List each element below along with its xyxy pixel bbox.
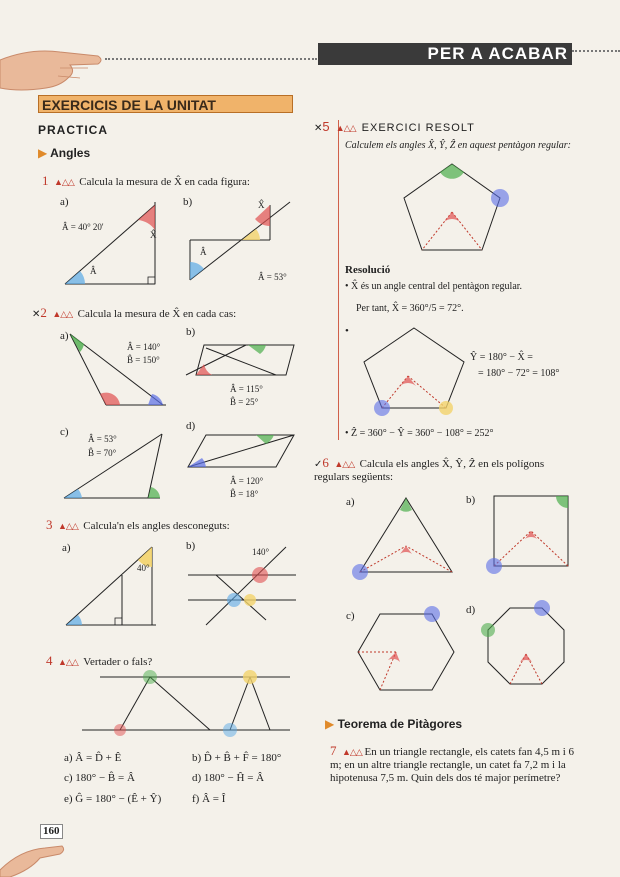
level-triangles-icon: ▲△△	[342, 747, 362, 757]
ex2-figure-c	[62, 432, 172, 502]
ex4-item-c: c) 180° − B̂ = Â	[64, 772, 135, 784]
ex6-statement: ✓6 ▲△△ Calcula els angles X̂, Ŷ, Ẑ en els polígons regulars següents:	[314, 455, 545, 483]
ex2-figure-b	[186, 340, 296, 380]
ex1-a-label: a)	[60, 196, 69, 208]
level-triangles-icon: ▲△△	[335, 123, 356, 133]
ex2-d-value-1: Â = 120°	[230, 476, 264, 486]
ex5-pentagon-figure	[402, 162, 506, 252]
ex2-b-value-1: Â = 115°	[230, 384, 263, 394]
ex6-figure-d-octagon	[484, 604, 568, 690]
ex1-a-x-label: X̂	[150, 230, 157, 240]
ex5-resolucio: Resolució	[345, 264, 391, 276]
ex2-figure-d	[186, 432, 298, 470]
ex3-figure-b	[186, 545, 298, 630]
ex6-c-label: c)	[346, 610, 355, 622]
ex3-b-angle: 140°	[252, 547, 270, 557]
ex5-title: ✕5 ▲△△ EXERCICI RESOLT	[314, 119, 475, 134]
ex4-item-a: a) Â = D̂ + Ê	[64, 752, 122, 764]
ex5-eq-1: Ŷ = 180° − X̂ =	[470, 352, 533, 363]
ex1-b-x-label: X̂	[258, 200, 265, 210]
pointing-hand-icon	[0, 38, 110, 98]
ex2-a-label: a)	[60, 330, 69, 342]
pitagores-heading: ▶ Teorema de Pitàgores	[325, 717, 463, 731]
triangle-bullet-icon: ▶	[325, 717, 335, 731]
ex2-c-value-2: B̂ = 70°	[88, 448, 117, 458]
ex4-figure	[80, 672, 295, 734]
ex7-statement: 7 ▲△△ En un triangle rectangle, els catets fan 4,5 m i 6 m; en un altre triangle rectangle, un catet fa 7,2 m i la hipotenusa 7,5 m. Quin dels dos té major perímetre?	[330, 743, 575, 784]
ex6-d-label: d)	[466, 604, 476, 616]
dotted-rule	[105, 58, 317, 60]
ex1-b-value: Â = 53°	[258, 272, 287, 282]
ex1-a-value: Â = 40° 20'	[62, 222, 104, 232]
ex5-per-tant: Per tant, X̂ = 360°/5 = 72°.	[356, 303, 464, 314]
ex2-c-value-1: Â = 53°	[88, 434, 117, 444]
ex5-eq-2: = 180° − 72° = 108°	[478, 368, 560, 379]
section-title: EXERCICIS DE LA UNITAT	[38, 95, 293, 113]
dotted-rule-right	[572, 50, 620, 52]
banner-text: PER A ACABAR	[427, 44, 568, 63]
ex2-a-value-2: B̂ = 150°	[127, 355, 160, 365]
ex3-statement: 3 ▲△△ Calcula'n els angles desconeguts:	[46, 517, 230, 532]
ex6-figure-b-square	[490, 494, 574, 572]
resolved-rule	[338, 120, 339, 440]
ex6-mark: ✓	[314, 459, 323, 470]
ex1-b-angle-label: Â	[200, 247, 207, 257]
ex6-a-label: a)	[346, 496, 355, 508]
ex3-a-label: a)	[62, 542, 71, 554]
level-triangles-icon: ▲△△	[58, 521, 78, 531]
ex1-a-angle-label: Â	[90, 266, 97, 276]
ex5-bullet-1: • X̂ és un angle central del pentàgon regular.	[345, 281, 523, 292]
ex5-bullet-2: •	[345, 325, 349, 337]
ex5-mark: ✕	[314, 123, 323, 134]
ex2-c-label: c)	[60, 426, 69, 438]
ex5-pentagon-figure-2	[362, 326, 468, 412]
ex4-item-e: e) Ĝ = 180° − (Ê + Ŷ)	[64, 793, 162, 805]
ex1-figure-a	[60, 200, 170, 290]
ex2-b-label: b)	[186, 326, 196, 338]
page-number: 160	[40, 824, 63, 839]
ex2-d-label: d)	[186, 420, 196, 432]
level-triangles-icon: ▲△△	[334, 459, 355, 469]
practica-heading: PRACTICA	[38, 123, 108, 137]
level-triangles-icon: ▲△△	[54, 177, 74, 187]
ex3-figure-a	[64, 545, 164, 630]
level-triangles-icon: ▲△△	[52, 309, 73, 319]
ex4-item-d: d) 180° − Ĥ = Â	[192, 772, 265, 784]
ex1-b-label: b)	[183, 196, 193, 208]
angles-heading: ▶ Angles	[38, 146, 91, 160]
banner	[318, 43, 572, 65]
ex2-b-value-2: B̂ = 25°	[230, 397, 259, 407]
ex1-statement: 1 ▲△△ Calcula la mesura de X̂ en cada figura:	[42, 173, 250, 188]
ex2-a-value-1: Â = 140°	[127, 342, 161, 352]
ex4-statement: 4 ▲△△ Vertader o fals?	[46, 653, 153, 668]
ex4-item-b: b) D̂ + B̂ + F̂ = 180°	[192, 752, 282, 764]
ex3-b-label: b)	[186, 540, 196, 552]
ex5-prompt: Calculem els angles X̂, Ŷ, Ẑ en aquest pentàgon regular:	[345, 140, 571, 151]
ex2-statement: ✕2 ▲△△ Calcula la mesura de X̂ en cada cas:	[32, 305, 237, 320]
ex5-bullet-3: • Ẑ = 360° − Ŷ = 360° − 108° = 252°	[345, 428, 494, 439]
ex6-figure-c-hexagon	[356, 612, 456, 692]
ex2-check-mark: ✕	[32, 309, 41, 320]
triangle-bullet-icon: ▶	[38, 146, 48, 160]
ex2-d-value-2: B̂ = 18°	[230, 489, 259, 499]
ex4-item-f: f) Â = Î	[192, 793, 226, 805]
ex6-b-label: b)	[466, 494, 476, 506]
ex3-a-angle: 40°	[137, 563, 150, 573]
pointing-hand-bottom-icon	[0, 830, 70, 877]
level-triangles-icon: ▲△△	[58, 657, 78, 667]
ex6-figure-a-triangle	[356, 496, 456, 578]
